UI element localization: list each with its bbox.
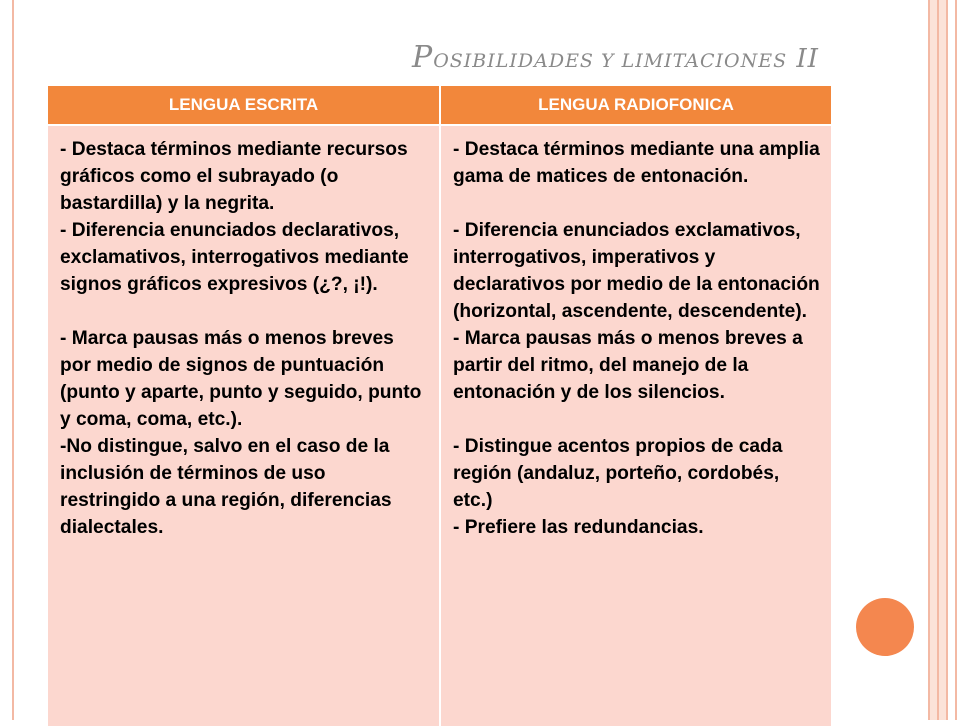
header-lengua-escrita: LENGUA ESCRITA: [48, 86, 440, 125]
table-body-row: [48, 125, 831, 726]
decorative-circle: [856, 598, 914, 656]
escrita-paragraph-2: - Diferencia enunciados declarativos, exclamativos, interrogativos mediante signos gráficos expresivos (¿?, ¡!).: [60, 220, 409, 295]
radio-paragraph-3: - Marca pausas más o menos breves a partir del ritmo, del manejo de la entonación y de los silencios.: [453, 328, 803, 403]
radio-spacer-2: [453, 406, 821, 433]
header-lengua-radiofonica: LENGUA RADIOFONICA: [440, 86, 831, 125]
title-first-letter: P: [412, 40, 434, 75]
escrita-paragraph-3: - Marca pausas más o menos breves por medio de signos de puntuación (punto y aparte, punto y seguido, punto y coma, coma, etc.).: [60, 328, 422, 430]
radio-paragraph-2: - Diferencia enunciados exclamativos, interrogativos, imperativos y declarativos por medio de la entonación (horizontal, ascendente, descendente).: [453, 220, 820, 322]
table-header-row: [48, 86, 831, 125]
title-rest: OSIBILIDADES Y LIMITACIONES: [433, 50, 788, 72]
radio-paragraph-4: - Distingue acentos propios de cada región (andaluz, porteño, cordobés, etc.): [453, 436, 783, 511]
title-suffix: II: [796, 44, 819, 74]
comparison-table: [48, 86, 831, 726]
column-escrita-cell: [48, 125, 440, 726]
escrita-paragraph-4: -No distingue, salvo en el caso de la inclusión de términos de uso restringido a una región, diferencias dialectales.: [60, 436, 392, 538]
radio-paragraph-1: - Destaca términos mediante una amplia gama de matices de entonación.: [453, 139, 820, 187]
right-frame-line-2: [937, 0, 939, 720]
escrita-paragraph-1: - Destaca términos mediante recursos gráficos como el subrayado (o bastardilla) y la negrita.: [60, 139, 408, 214]
slide-title: [412, 40, 819, 75]
right-frame-line-3: [946, 0, 948, 720]
escrita-spacer: [60, 298, 429, 325]
column-radiofonica-cell: [440, 125, 831, 726]
right-frame-line-1: [928, 0, 930, 720]
right-frame-line-4: [955, 0, 957, 720]
left-frame-line: [12, 0, 14, 720]
radio-paragraph-5: - Prefiere las redundancias.: [453, 517, 704, 538]
radio-spacer-1: [453, 190, 821, 217]
